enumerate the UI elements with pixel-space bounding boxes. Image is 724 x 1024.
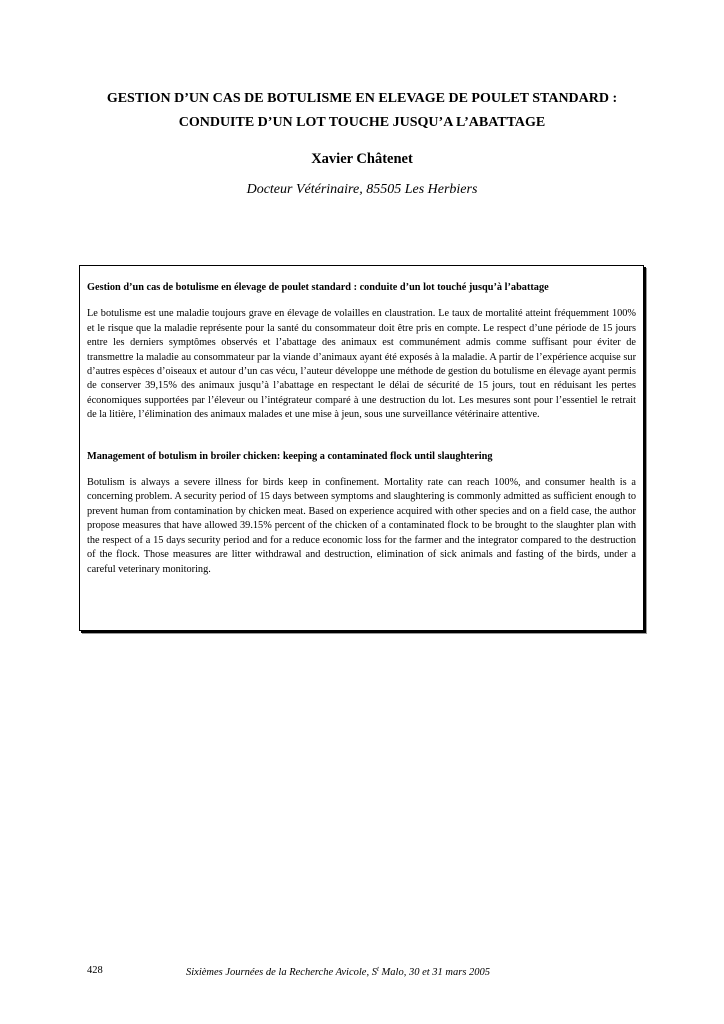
abstract-fr-heading: Gestion d’un cas de botulisme en élevage de poulet standard : conduite d’un lot touché jusqu’à l’abattage <box>87 282 549 293</box>
footer-citation-superscript: t <box>376 965 379 973</box>
abstract-en-heading: Management of botulism in broiler chicken: keeping a contaminated flock until slaughtering <box>87 450 493 462</box>
footer-citation-part-2: Malo, 30 et 31 mars 2005 <box>378 967 491 978</box>
abstract-fr-body: Le botulisme est une maladie toujours grave en élevage de volailles en claustration. Le taux de mortalité atteint fréquemment 100% et le risque que la maladie représente pour la santé du consommateur doit être pris en compte. Le respect d’une période de 15 jours entre les derniers symptômes observés et l’abattage des animaux est communément admis comme suffisant pour éviter de transmettre la maladie au consommateur par la viande d’animaux ayant été exposés à la maladie. A partir de l’expérience acquise sur d’autres espèces d’oiseaux et autour d’un cas vécu, l’auteur développe une méthode de gestion du botulisme en élevage ayant permis de conserver 39,15% des animaux jusqu’à l’abattage en respectant le délai de sécurité de 15 jours, tout en réduisant les pertes économiques supportées par l’éleveur ou l’intégrateur comparé à une destruction du lot. Les mesures sont pour l’essentiel le retrait de la litière, l’élimination des animaux malades et une mise à jeun, sous une surveillance vétérinaire attentive. <box>87 308 636 421</box>
author-name: Xavier Châtenet <box>311 151 413 167</box>
title-line-2: CONDUITE D’UN LOT TOUCHE JUSQU’A L’ABATTAGE <box>178 115 546 130</box>
author-affiliation: Docteur Vétérinaire, 85505 Les Herbiers <box>246 182 478 197</box>
page-number: 428 <box>87 965 103 976</box>
abstract-box <box>79 265 644 631</box>
abstract-en-body: Botulism is always a severe illness for birds keep in confinement. Mortality rate can reach 100%, and consumer health is a concerning problem. A security period of 15 days between symptoms and slaughtering is commonly admitted as sufficient enough to prevent human from contamination by chicken meat. Based on experience acquired with other species and on a field case, the author propose measures that have allowed 39.15% percent of the chicken of a contaminated flock to be brought to the slaughter plan with the respect of a 15 days security period and for a reduce economic loss for the farmer and the integrator compared to the destruction of the flock. Those measures are litter withdrawal and destruction, elimination of sick animals and fasting of the birds, under a careful veterinary monitoring. <box>87 477 636 575</box>
title-line-1: GESTION D’UN CAS DE BOTULISME EN ELEVAGE DE POULET STANDARD : <box>106 91 618 106</box>
footer-citation <box>186 965 490 978</box>
footer-citation-part-1: Sixièmes Journées de la Recherche Avicole, S <box>186 967 377 978</box>
